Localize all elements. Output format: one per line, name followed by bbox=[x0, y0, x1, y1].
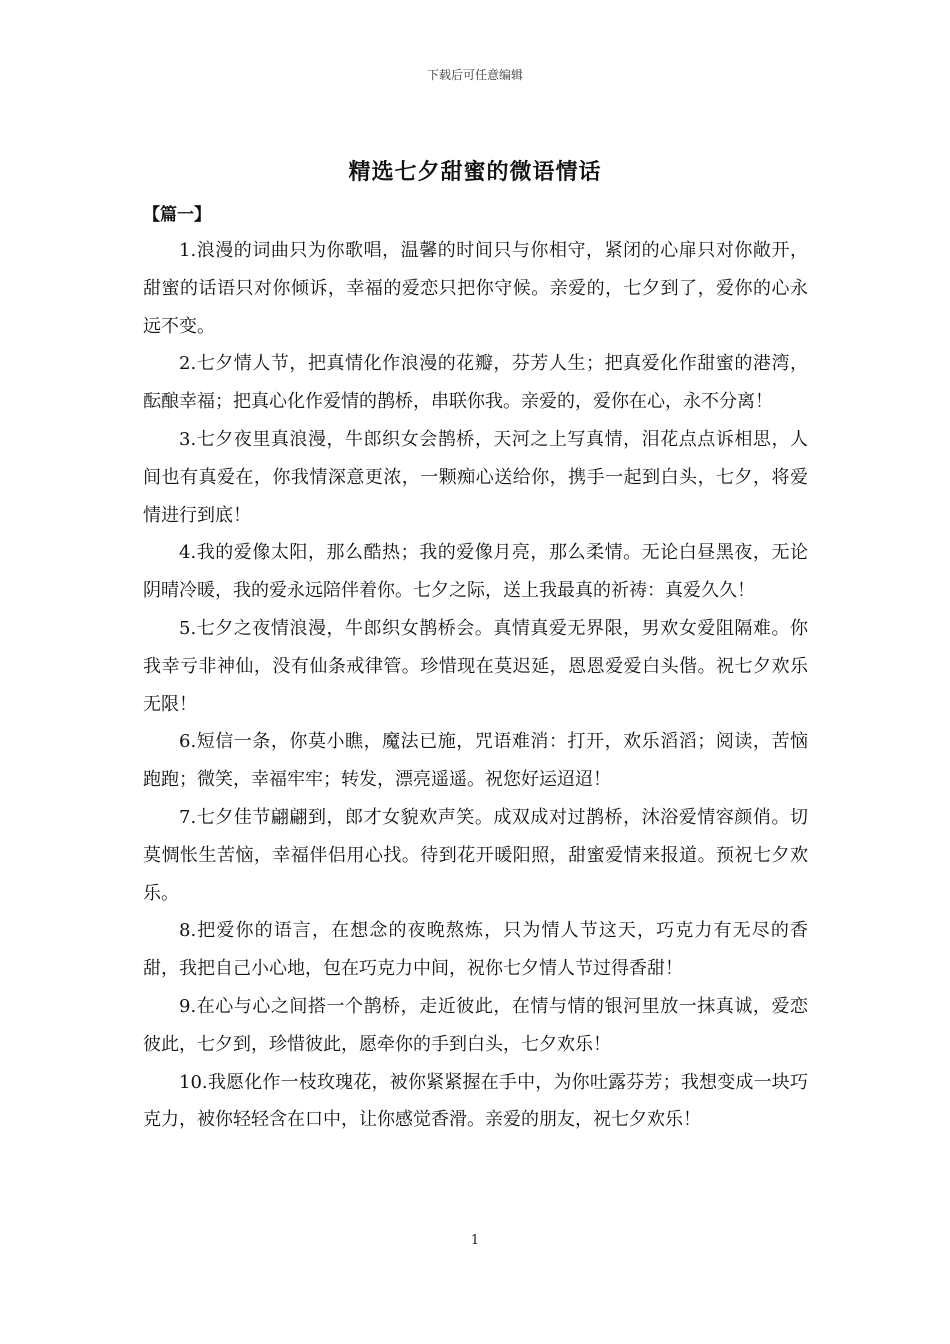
paragraph-4: 4.我的爱像太阳，那么酷热；我的爱像月亮，那么柔情。无论白昼黑夜，无论阴晴冷暖，我的爱永远陪伴着你。七夕之际，送上我最真的祈祷：真爱久久！ bbox=[143, 542, 808, 602]
paragraph-9: 9.在心与心之间搭一个鹊桥，走近彼此，在情与情的银河里放一抹真诚，爱恋彼此，七夕到，珍惜彼此，愿牵你的手到白头，七夕欢乐！ bbox=[143, 995, 808, 1055]
paragraph-8: 8.把爱你的语言，在想念的夜晚熬炼，只为情人节这天，巧克力有无尽的香甜，我把自己小心地，包在巧克力中间，祝你七夕情人节过得香甜！ bbox=[143, 920, 808, 980]
header-note: 下载后可任意编辑 bbox=[426, 68, 523, 82]
paragraph-3: 3.七夕夜里真浪漫，牛郎织女会鹊桥，天河之上写真情，泪花点点诉相思，人间也有真爱在，你我情深意更浓，一颗痴心送给你，携手一起到白头，七夕，将爱情进行到底！ bbox=[143, 428, 808, 526]
paragraph-6: 6.短信一条，你莫小瞧，魔法已施，咒语难消：打开，欢乐滔滔；阅读，苦恼跑跑；微笑，幸福牢牢；转发，漂亮遥遥。祝您好运迢迢！ bbox=[143, 731, 808, 791]
body-text bbox=[143, 232, 808, 1139]
paragraph-7: 7.七夕佳节翩翩到，郎才女貌欢声笑。成双成对过鹊桥，沐浴爱情容颜俏。切莫惆怅生苦恼，幸福伴侣用心找。待到花开暖阳照，甜蜜爱情来报道。预祝七夕欢乐。 bbox=[143, 806, 808, 904]
document-title: 精选七夕甜蜜的微语情话 bbox=[348, 160, 602, 185]
paragraph-10: 10.我愿化作一枝玫瑰花，被你紧紧握在手中，为你吐露芬芳；我想变成一块巧克力，被你轻轻含在口中，让你感觉香滑。亲爱的朋友，祝七夕欢乐！ bbox=[143, 1071, 808, 1131]
paragraph-5: 5.七夕之夜情浪漫，牛郎织女鹊桥会。真情真爱无界限，男欢女爱阻隔难。你我幸亏非神仙，没有仙条戒律管。珍惜现在莫迟延，恩恩爱爱白头偕。祝七夕欢乐无限！ bbox=[143, 617, 808, 715]
paragraph-1: 1.浪漫的词曲只为你歌唱，温馨的时间只与你相守，紧闭的心扉只对你敞开，甜蜜的话语只对你倾诉，幸福的爱恋只把你守候。亲爱的，七夕到了，爱你的心永远不变。 bbox=[143, 240, 808, 337]
page-number: 1 bbox=[470, 1233, 480, 1248]
paragraph-2: 2.七夕情人节，把真情化作浪漫的花瓣，芬芳人生；把真爱化作甜蜜的港湾，酝酿幸福；把真心化作爱情的鹊桥，串联你我。亲爱的，爱你在心，永不分离！ bbox=[143, 353, 808, 413]
section-label: 【篇一】 bbox=[143, 205, 211, 225]
